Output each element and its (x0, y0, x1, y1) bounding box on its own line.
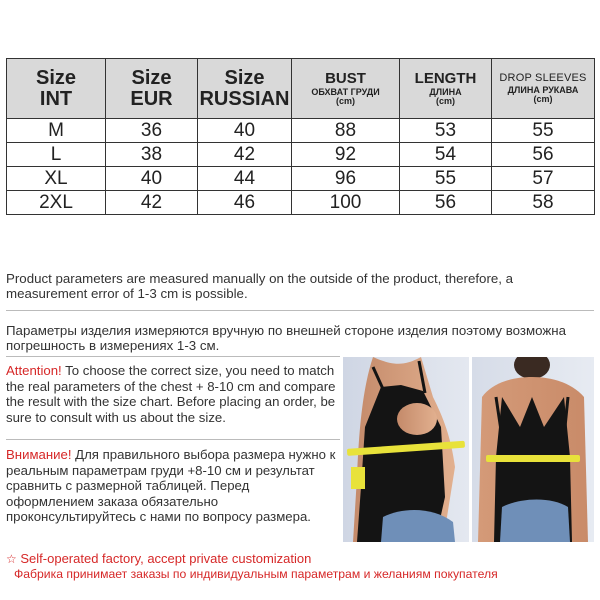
footer-text-en: Self-operated factory, accept private customization (20, 551, 312, 566)
table-row (7, 143, 595, 167)
header-size-int: Size INT (7, 59, 106, 119)
cell-length: 55 (400, 167, 492, 191)
cell-size-eur: 38 (106, 143, 198, 167)
cell-size-russian: 46 (198, 191, 292, 215)
cell-bust: 100 (292, 191, 400, 215)
star-icon: ☆ (6, 552, 17, 566)
attention-label-ru: Внимание! (6, 447, 72, 462)
attention-text: To choose the correct size, you need to match the real parameters of the chest + 8-10 cm and compare the result with the size chart. Before placing an order, be sure to consult with us about the size. (6, 363, 336, 425)
cell-drop-sleeves: 55 (492, 119, 595, 143)
cell-size-russian: 44 (198, 167, 292, 191)
cell-size-int: XL (7, 167, 106, 191)
footer-note-en (6, 551, 311, 566)
cell-size-eur: 40 (106, 167, 198, 191)
header-size-eur: Size EUR (106, 59, 198, 119)
table-row (7, 167, 595, 191)
divider (6, 439, 340, 440)
footer-note-ru: Фабрика принимает заказы по индивидуальным параметрам и желаниям покупателя (14, 567, 498, 581)
header-drop-sleeves: DROP SLEEVES ДЛИНА РУКАВА (cm) (492, 59, 595, 119)
cell-size-russian: 40 (198, 119, 292, 143)
cell-size-russian: 42 (198, 143, 292, 167)
cell-bust: 96 (292, 167, 400, 191)
size-chart-table (6, 58, 595, 215)
model-photo-back (472, 357, 594, 542)
table-header-row (7, 59, 595, 119)
cell-size-eur: 36 (106, 119, 198, 143)
divider (6, 310, 594, 311)
cell-length: 54 (400, 143, 492, 167)
cell-drop-sleeves: 57 (492, 167, 595, 191)
cell-length: 53 (400, 119, 492, 143)
table-row (7, 191, 595, 215)
cell-size-int: M (7, 119, 106, 143)
attention-text-ru: Для правильного выбора размера нужно к реальным параметрам груди +8-10 см и результат сравнить с размерной таблицей. Перед оформлением заказа обязательно проконсультируйтесь с нами по вопросу размера. (6, 447, 336, 524)
measurement-note-ru: Параметры изделия измеряются вручную по внешней стороне изделия поэтому возможна погрешность в измерениях 1-3 см. (6, 323, 567, 353)
attention-note-en (6, 363, 338, 425)
attention-note-ru (6, 447, 338, 525)
header-bust: BUST ОБХВАТ ГРУДИ (cm) (292, 59, 400, 119)
cell-size-int: L (7, 143, 106, 167)
header-size-russian: Size RUSSIAN (198, 59, 292, 119)
model-photo-front (343, 357, 469, 542)
attention-label: Attention! (6, 363, 62, 378)
cell-length: 56 (400, 191, 492, 215)
divider (6, 356, 340, 357)
cell-drop-sleeves: 58 (492, 191, 595, 215)
cell-drop-sleeves: 56 (492, 143, 595, 167)
measurement-note-en: Product parameters are measured manually on the outside of the product, therefore, a measurement error of 1-3 cm is possible. (6, 271, 514, 301)
cell-bust: 88 (292, 119, 400, 143)
cell-bust: 92 (292, 143, 400, 167)
cell-size-int: 2XL (7, 191, 106, 215)
header-length: LENGTH ДЛИНА (cm) (400, 59, 492, 119)
cell-size-eur: 42 (106, 191, 198, 215)
table-row (7, 119, 595, 143)
